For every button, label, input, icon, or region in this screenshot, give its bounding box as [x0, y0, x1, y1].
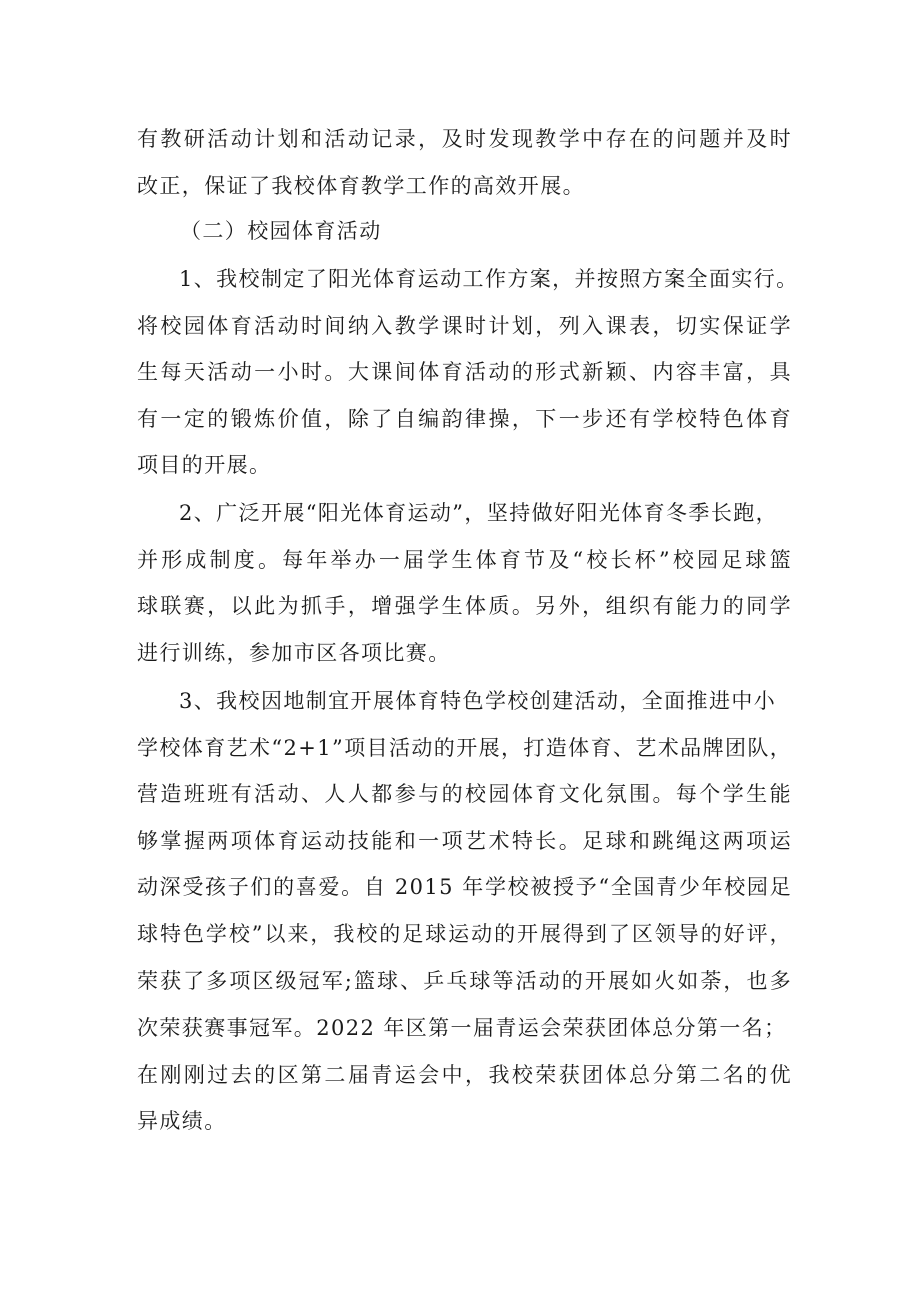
text-line: 有一定的锻炼价值，除了自编韵律操，下一步还有学校特色体育 — [137, 407, 792, 431]
text-line: 生每天活动一小时。大课间体育活动的形式新颖、内容丰富，具 — [137, 360, 792, 384]
text-line: 够掌握两项体育运动技能和一项艺术特长。足球和跳绳这两项运 — [137, 829, 792, 853]
text-line: 次荣获赛事冠军。2022 年区第一届青运会荣获团体总分第一名； — [137, 1016, 787, 1040]
section-heading: （二）校园体育活动 — [180, 219, 382, 243]
text-line: 营造班班有活动、人人都参与的校园体育文化氛围。每个学生能 — [137, 782, 792, 806]
text-line: 异成绩。 — [137, 1109, 227, 1133]
text-line: 学校体育艺术“2+1”项目活动的开展，打造体育、艺术品牌团队， — [137, 736, 793, 760]
text-line: 球联赛，以此为抓手，增强学生体质。另外，组织有能力的同学 — [137, 594, 792, 618]
text-line: 1、我校制定了阳光体育运动工作方案，并按照方案全面实行。 — [179, 267, 799, 291]
text-line: 并形成制度。每年举办一届学生体育节及“校长杯”校园足球篮 — [137, 548, 792, 572]
text-line: 3、我校因地制宜开展体育特色学校创建活动，全面推进中小 — [179, 689, 777, 713]
text-line: 动深受孩子们的喜爱。自 2015 年学校被授予“全国青少年校园足 — [137, 875, 792, 899]
text-line: 将校园体育活动时间纳入教学课时计划，列入课表，切实保证学 — [137, 314, 792, 338]
text-line: 2、广泛开展“阳光体育运动”，坚持做好阳光体育冬季长跑， — [179, 501, 779, 525]
text-line: 荣获了多项区级冠军;篮球、乒乓球等活动的开展如火如荼，也多 — [137, 969, 792, 993]
text-line: 进行训练，参加市区各项比赛。 — [137, 641, 451, 665]
text-line: 项目的开展。 — [137, 453, 272, 477]
text-line: 球特色学校”以来，我校的足球运动的开展得到了区领导的好评， — [137, 922, 792, 946]
text-line: 改正，保证了我校体育教学工作的高效开展。 — [137, 174, 585, 198]
text-line: 在刚刚过去的区第二届青运会中，我校荣获团体总分第二名的优 — [137, 1063, 792, 1087]
text-line: 有教研活动计划和活动记录，及时发现教学中存在的问题并及时 — [137, 127, 792, 151]
